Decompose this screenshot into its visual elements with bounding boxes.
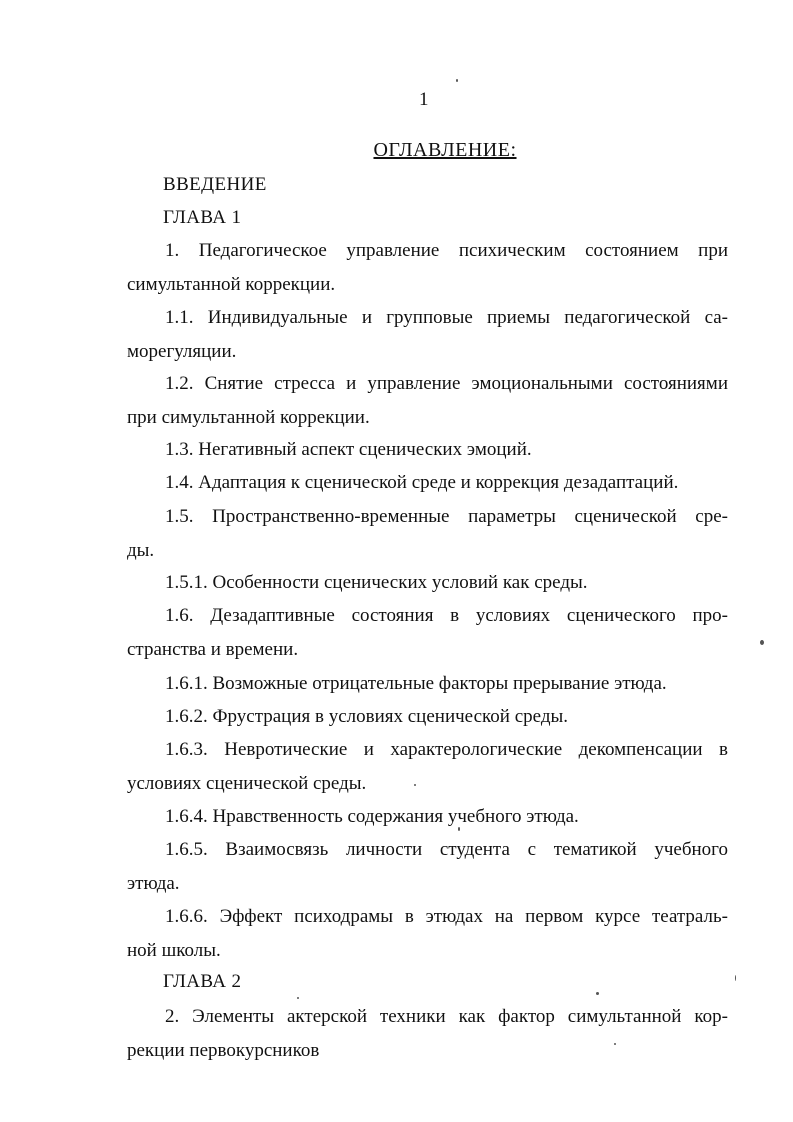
toc-entry [127,900,728,968]
toc-entry-line: странства и времени. [127,639,299,660]
toc-entry [127,234,728,302]
toc-entry-line: условиях сценической среды. [127,773,367,794]
toc-title: ОГЛАВЛЕНИЕ: [373,139,517,161]
toc-entry-line: ды. [127,540,155,561]
toc-entry [127,833,728,901]
toc-entry-line: 1.6.3. Невротические и характерологические декомпенсации в [165,739,728,760]
toc-entry-line: 1.6. Дезадаптивные состояния в условиях сценического про- [165,605,728,626]
toc-intro: ВВЕДЕНИЕ [163,174,267,195]
toc-entry-line: рекции первокурсников [127,1040,320,1061]
toc-entry [127,566,728,600]
toc-entry [127,433,728,467]
toc-entry-line: 1. Педагогическое управление психическим состоянием при [165,240,728,261]
scan-speck [456,79,458,82]
toc-entry-line: этюда. [127,873,180,894]
toc-chapter-1: ГЛАВА 1 [163,207,242,228]
toc-entry [127,466,728,500]
toc-entry-line: 1.5. Пространственно-временные параметры сценической сре- [165,506,728,527]
toc-entry-line: симультанной коррекции. [127,274,336,295]
toc-entry-line: 1.6.4. Нравственность содержания учебного этюда. [165,806,579,827]
toc-entry-line: 1.2. Снятие стресса и управление эмоциональными состояниями [165,373,728,394]
scan-speck [760,640,764,645]
toc-entry-line: при симультанной коррекции. [127,407,370,428]
toc-entry [127,500,728,568]
toc-entry [127,301,728,369]
toc-entry [127,1000,728,1068]
toc-entry-line: 1.6.6. Эффект психодрамы в этюдах на первом курсе театраль- [165,906,728,927]
scan-speck [297,997,299,999]
toc-entry-line: 1.4. Адаптация к сценической среде и коррекция дезадаптаций. [165,472,679,493]
toc-entry [127,733,728,801]
toc-entry-line: 1.6.1. Возможные отрицательные факторы прерывание этюда. [165,673,667,694]
toc-entry-line: 1.6.2. Фрустрация в условиях сценической среды. [165,706,568,727]
toc-entry [127,599,728,667]
toc-entry [127,367,728,435]
scan-speck [596,992,599,995]
toc-entry-line: 1.5.1. Особенности сценических условий как среды. [165,572,588,593]
scan-speck [735,975,736,981]
toc-entry-line: ной школы. [127,940,221,961]
page-number: 1 [419,89,429,110]
scan-speck [414,784,416,786]
toc-entry-line: 1.6.5. Взаимосвязь личности студента с тематикой учебного [165,839,728,860]
toc-entry-line: 1.3. Негативный аспект сценических эмоций. [165,439,532,460]
toc-entry [127,667,728,701]
scan-speck [614,1043,616,1045]
toc-entry-line: 2. Элементы актерской техники как фактор симультанной кор- [165,1006,728,1027]
toc-entry [127,800,728,834]
scan-speck [458,827,460,831]
toc-entry [127,700,728,734]
toc-chapter-2: ГЛАВА 2 [163,971,242,992]
toc-entry-line: 1.1. Индивидуальные и групповые приемы педагогической са- [165,307,728,328]
toc-entry-line: морегуляции. [127,341,237,362]
